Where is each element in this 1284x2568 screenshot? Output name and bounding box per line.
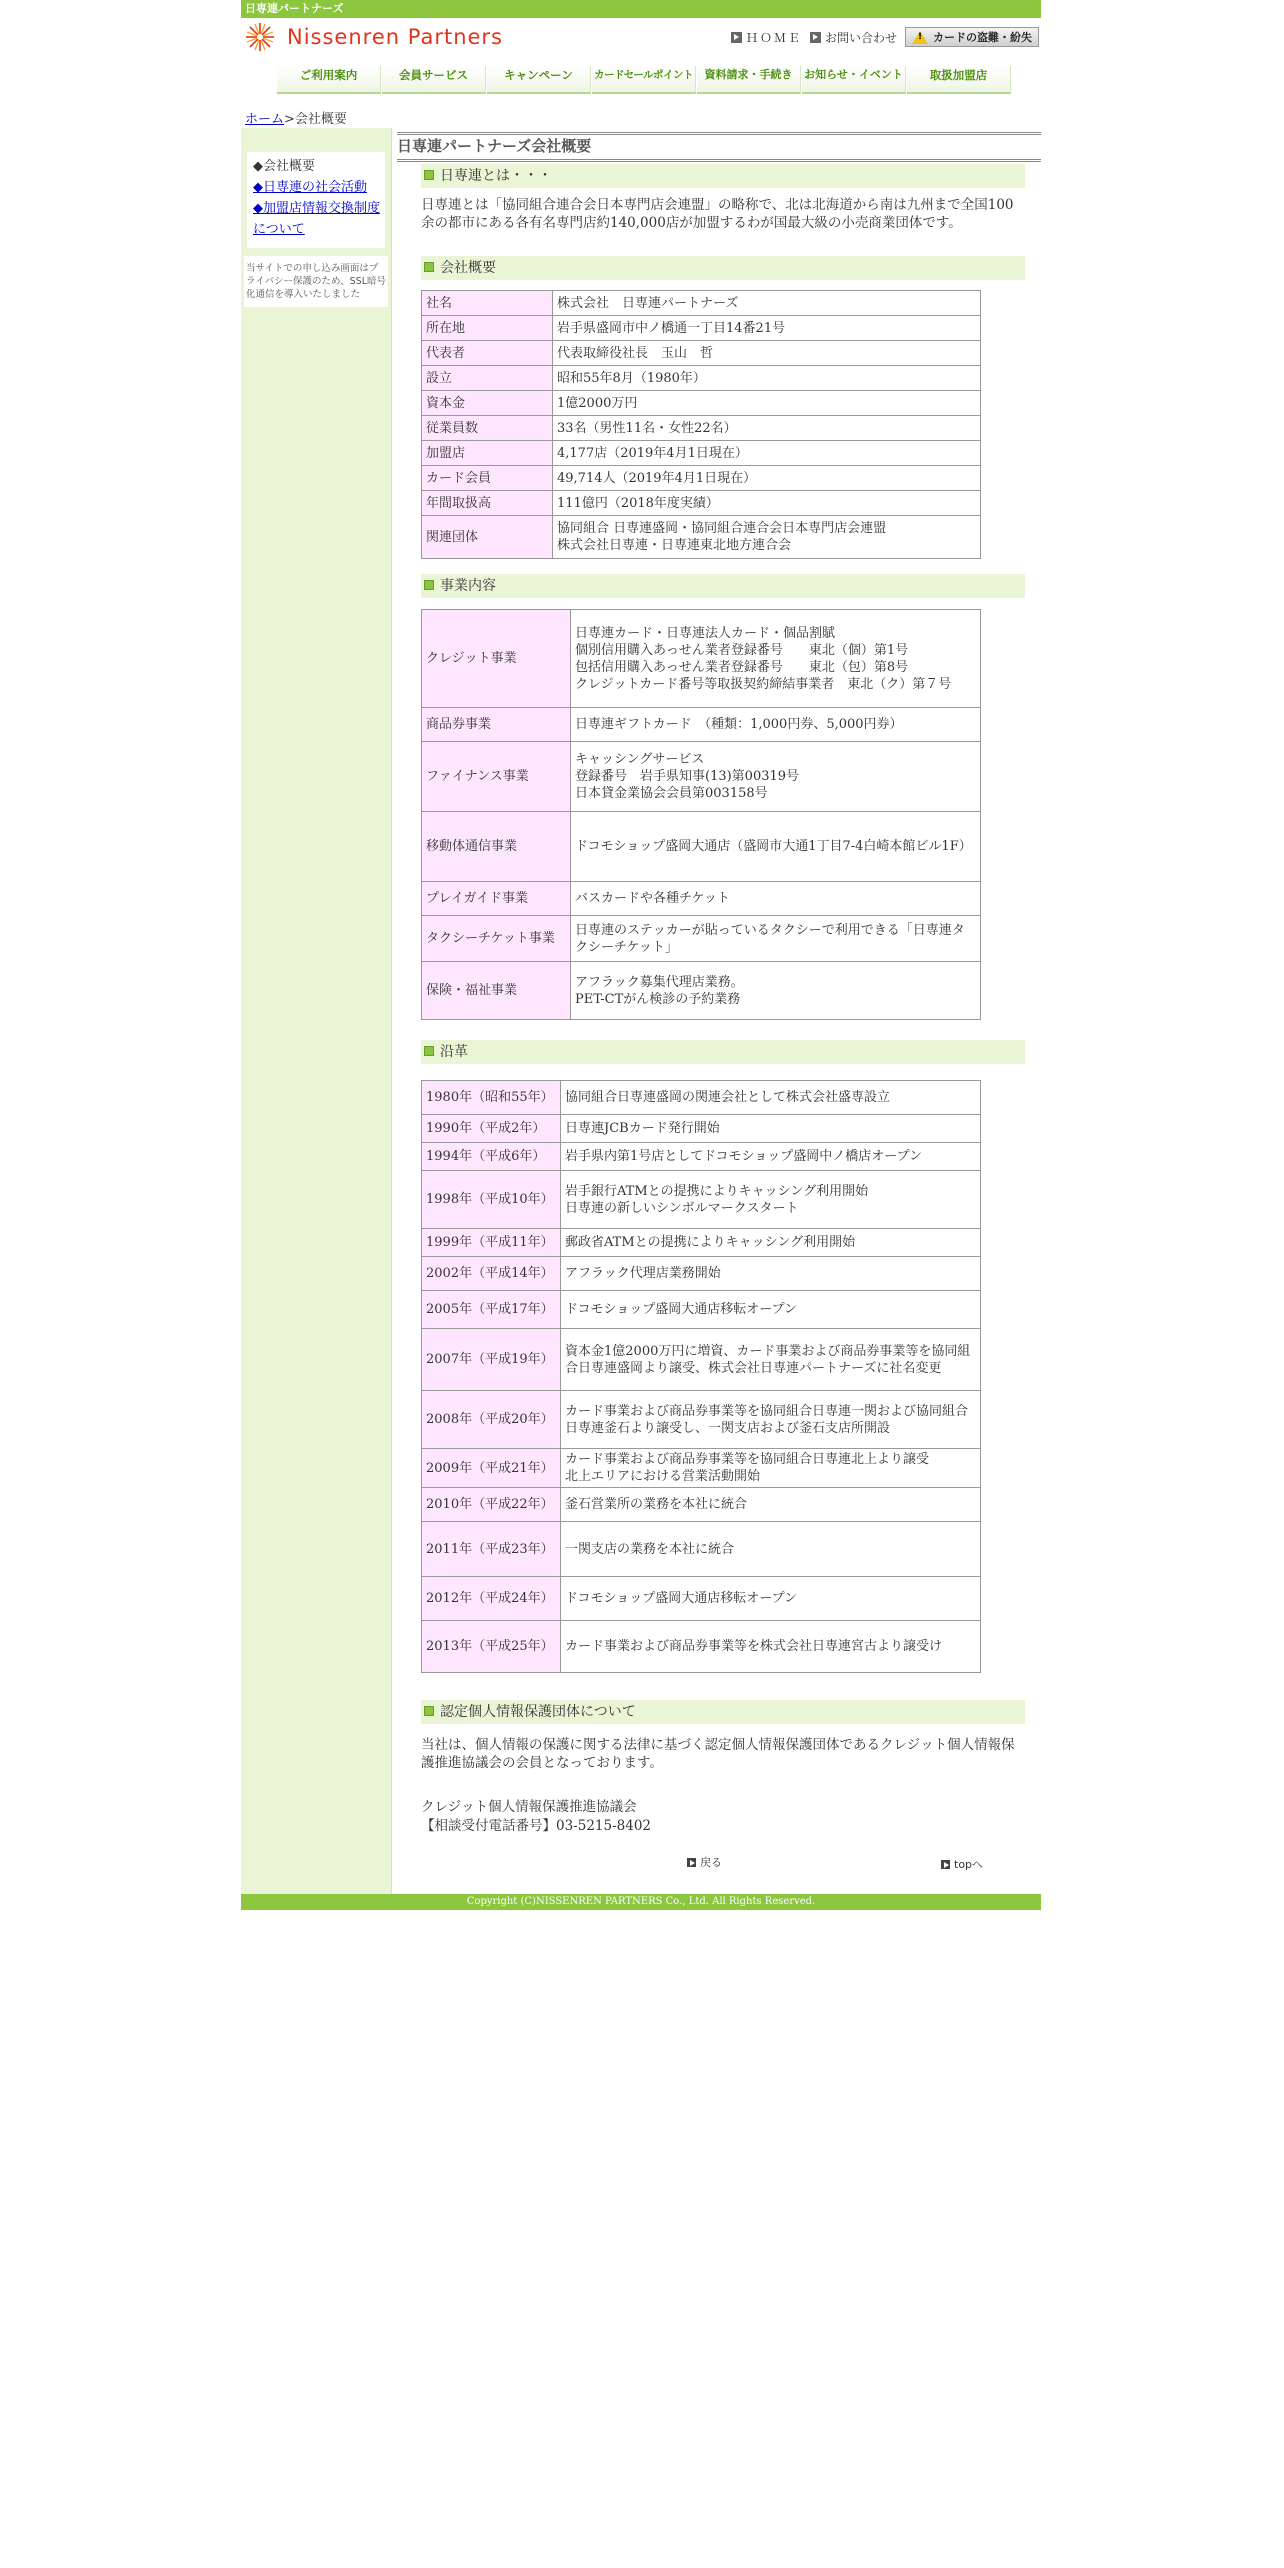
logo-text: Nissenren Partners (287, 25, 503, 49)
table-row (422, 316, 981, 341)
table-key-cell: 設立 (422, 366, 553, 391)
table-row (422, 416, 981, 441)
table-row (422, 1577, 981, 1621)
arrow-icon (687, 1858, 696, 1867)
table-row (422, 742, 981, 812)
table-key-cell: プレイガイド事業 (422, 882, 571, 916)
table-row (422, 916, 981, 962)
top-link[interactable] (941, 1856, 983, 1872)
table-key-cell: 2005年（平成17年） (422, 1291, 561, 1329)
section-privacy-title: 認定個人情報保護団体について (440, 1704, 636, 1720)
section-overview-header (421, 256, 1025, 280)
table-key-cell: 社名 (422, 291, 553, 316)
table-row (422, 1229, 981, 1257)
table-value-cell: 代表取締役社長 玉山 哲 (553, 341, 981, 366)
card-theft-loss-button[interactable] (905, 27, 1039, 47)
bullet-icon (424, 580, 434, 590)
table-key-cell: ファイナンス事業 (422, 742, 571, 812)
nav-member-services[interactable]: 会員サービス (382, 66, 486, 94)
nav-campaign[interactable]: キャンペーン (487, 66, 591, 94)
logo-sunburst-icon (245, 22, 275, 52)
table-value-cell: カード事業および商品券事業等を協同組合日専連北上より譲受 北上エリアにおける営業活動開始 (561, 1449, 981, 1488)
privacy-text: 当社は、個人情報の保護に関する法律に基づく認定個人情報保護団体であるクレジット個人情報保護推進協議会の会員となっております。 (421, 1737, 1015, 1771)
business-table (421, 609, 981, 1020)
card-theft-loss-label: カードの盗難・紛失 (933, 31, 1032, 44)
table-value-cell: 郵政省ATMとの提携によりキャッシング利用開始 (561, 1229, 981, 1257)
arrow-up-icon (941, 1860, 950, 1869)
section-about-title: 日専連とは・・・ (440, 168, 552, 184)
table-value-cell: カード事業および商品券事業等を協同組合日専連一関および協同組合日専連釜石より譲受し、一関支店および釜石支店所開設 (561, 1391, 981, 1449)
table-value-cell: ドコモショップ盛岡大通店移転オープン (561, 1291, 981, 1329)
table-row (422, 1449, 981, 1488)
history-table (421, 1080, 981, 1673)
table-key-cell: タクシーチケット事業 (422, 916, 571, 962)
table-value-cell: 111億円（2018年度実績） (553, 491, 981, 516)
table-value-cell: 一関支店の業務を本社に統合 (561, 1522, 981, 1577)
sidebar-item-company-overview: ◆会社概要 (253, 159, 315, 174)
contact-link-label: お問い合わせ (824, 30, 897, 45)
arrow-icon (731, 32, 742, 43)
table-key-cell: 1999年（平成11年） (422, 1229, 561, 1257)
arrow-icon (810, 32, 821, 43)
table-row (422, 1171, 981, 1229)
bullet-icon (424, 262, 434, 272)
table-key-cell: 所在地 (422, 316, 553, 341)
table-key-cell: 2011年（平成23年） (422, 1522, 561, 1577)
table-key-cell: 年間取扱高 (422, 491, 553, 516)
table-value-cell: 日専連JCBカード発行開始 (561, 1115, 981, 1143)
table-value-cell: 協同組合 日専連盛岡・協同組合連合会日本専門店会連盟 株式会社日専連・日専連東北地方連合会 (553, 516, 981, 559)
table-key-cell: 2010年（平成22年） (422, 1488, 561, 1522)
table-value-cell: 株式会社 日専連パートナーズ (553, 291, 981, 316)
section-overview-title: 会社概要 (440, 260, 496, 276)
section-business-header (421, 574, 1025, 598)
table-row (422, 1522, 981, 1577)
section-history-header (421, 1040, 1025, 1064)
nav-guide[interactable]: ご利用案内 (277, 66, 381, 94)
table-row (422, 1257, 981, 1291)
table-row (422, 491, 981, 516)
breadcrumb-home-link[interactable]: ホーム (245, 112, 285, 127)
bullet-icon (424, 170, 434, 180)
table-row (422, 1143, 981, 1171)
back-link[interactable] (687, 1854, 722, 1870)
table-value-cell: アフラック募集代理店業務。 PET-CTがん検診の予約業務 (571, 962, 981, 1020)
table-row (422, 1488, 981, 1522)
table-key-cell: 関連団体 (422, 516, 553, 559)
table-value-cell: アフラック代理店業務開始 (561, 1257, 981, 1291)
section-privacy-header (421, 1700, 1025, 1724)
table-value-cell: 33名（男性11名・女性22名） (553, 416, 981, 441)
table-key-cell: クレジット事業 (422, 610, 571, 708)
table-value-cell: バスカードや各種チケット (571, 882, 981, 916)
table-row (422, 1081, 981, 1115)
top-link-label: topへ (954, 1858, 984, 1871)
table-row (422, 1115, 981, 1143)
table-key-cell: 2012年（平成24年） (422, 1577, 561, 1621)
table-key-cell: 商品券事業 (422, 708, 571, 742)
table-key-cell: 1980年（昭和55年） (422, 1081, 561, 1115)
contact-link[interactable] (810, 29, 897, 46)
warning-icon (912, 31, 928, 44)
bullet-icon (424, 1046, 434, 1056)
table-value-cell: 協同組合日専連盛岡の関連会社として株式会社盛専設立 (561, 1081, 981, 1115)
nav-card-sale-points[interactable]: カードセールポイント (592, 66, 696, 94)
sidebar-item-social-activities[interactable]: ◆日専連の社会活動 (253, 180, 367, 195)
main-nav (241, 66, 1041, 96)
table-key-cell: 加盟店 (422, 441, 553, 466)
table-key-cell: 1994年（平成6年） (422, 1143, 561, 1171)
ssl-note: 当サイトでの申し込み画面はプライバシー保護のため、SSL暗号化通信を導入いたしました (244, 256, 388, 307)
table-value-cell: ドコモショップ盛岡大通店（盛岡市大通1丁目7-4白崎本館ビル1F） (571, 812, 981, 882)
table-value-cell: ドコモショップ盛岡大通店移転オープン (561, 1577, 981, 1621)
table-key-cell: 資本金 (422, 391, 553, 416)
table-key-cell: 2002年（平成14年） (422, 1257, 561, 1291)
table-row (422, 1621, 981, 1673)
table-row (422, 882, 981, 916)
footer-copyright: Copyright (C)NISSENREN PARTNERS Co., Ltd. All Rights Reserved. (241, 1894, 1041, 1910)
nav-member-stores[interactable]: 取扱加盟店 (907, 66, 1011, 94)
sidebar-menu (247, 152, 385, 248)
header-links (731, 27, 1039, 47)
sidebar-item-info-exchange[interactable]: ◆加盟店情報交換制度について (253, 201, 380, 237)
table-value-cell: キャッシングサービス 登録番号 岩手県知事(13)第00319号 日本貸金業協会会員第003158号 (571, 742, 981, 812)
table-row (422, 341, 981, 366)
section-history-title: 沿革 (440, 1044, 468, 1060)
page-wrapper (241, 0, 1041, 1907)
table-value-cell: 日専連ギフトカード （種類：1,000円券、5,000円券） (571, 708, 981, 742)
table-value-cell: 4,177店（2019年4月1日現在） (553, 441, 981, 466)
table-row (422, 516, 981, 559)
about-text: 日専連とは「協同組合連合会日本専門店会連盟」の略称で、北は北海道から南は九州まで全国100余の都市にある各有名専門店約140,000店が加盟するわが国最大級の小売商業団体です。 (421, 197, 1014, 231)
table-row (422, 610, 981, 708)
header (241, 18, 1041, 60)
table-value-cell: 岩手県内第1号店としてドコモショップ盛岡中ノ橋店オープン (561, 1143, 981, 1171)
table-row (422, 1391, 981, 1449)
table-value-cell: カード事業および商品券事業等を株式会社日専連宮古より譲受け (561, 1621, 981, 1673)
table-row (422, 812, 981, 882)
table-key-cell: 2008年（平成20年） (422, 1391, 561, 1449)
section-business-title: 事業内容 (440, 578, 496, 594)
nav-documents[interactable]: 資料請求・手続き (697, 66, 801, 94)
breadcrumb-current: 会社概要 (294, 112, 347, 127)
back-link-label: 戻る (700, 1856, 722, 1869)
table-row (422, 962, 981, 1020)
top-bar: 日専連パートナーズ (241, 0, 1041, 18)
table-row (422, 366, 981, 391)
table-key-cell: カード会員 (422, 466, 553, 491)
left-sidebar (241, 128, 392, 1908)
logo[interactable] (245, 22, 503, 52)
section-about-header (421, 164, 1025, 188)
table-key-cell: 保険・福祉事業 (422, 962, 571, 1020)
table-key-cell: 従業員数 (422, 416, 553, 441)
table-value-cell: 釜石営業所の業務を本社に統合 (561, 1488, 981, 1522)
table-row (422, 708, 981, 742)
privacy-org: クレジット個人情報保護推進協議会 (421, 1799, 637, 1815)
home-link-label: ＨＯＭＥ (745, 30, 802, 45)
table-row (422, 291, 981, 316)
table-key-cell: 1990年（平成2年） (422, 1115, 561, 1143)
table-value-cell: 日専連のステッカーが貼っているタクシーで利用できる「日専連タクシーチケット」 (571, 916, 981, 962)
table-key-cell: 代表者 (422, 341, 553, 366)
table-value-cell: 岩手県盛岡市中ノ橋通一丁目14番21号 (553, 316, 981, 341)
page-title: 日専連パートナーズ会社概要 (397, 132, 1041, 162)
table-row (422, 466, 981, 491)
table-value-cell: 岩手銀行ATMとの提携によりキャッシング利用開始 日専連の新しいシンボルマークスタート (561, 1171, 981, 1229)
breadcrumb-separator: > (284, 112, 295, 127)
table-key-cell: 2007年（平成19年） (422, 1329, 561, 1391)
home-link[interactable] (731, 29, 802, 46)
nav-news-events[interactable]: お知らせ・イベント (802, 66, 906, 94)
table-row (422, 1329, 981, 1391)
overview-table (421, 290, 981, 559)
table-key-cell: 移動体通信事業 (422, 812, 571, 882)
table-value-cell: 日専連カード・日専連法人カード・個品割賦 個別信用購入あっせん業者登録番号 東北（個）第1号 包括信用購入あっせん業者登録番号 東北（包）第8号 クレジットカード番号等取扱契約締結事業者 東北（ク）第７号 (571, 610, 981, 708)
table-value-cell: 1億2000万円 (553, 391, 981, 416)
table-key-cell: 1998年（平成10年） (422, 1171, 561, 1229)
table-row (422, 1291, 981, 1329)
table-value-cell: 昭和55年8月（1980年） (553, 366, 981, 391)
table-row (422, 391, 981, 416)
table-value-cell: 49,714人（2019年4月1日現在） (553, 466, 981, 491)
table-key-cell: 2013年（平成25年） (422, 1621, 561, 1673)
privacy-tel: 【相談受付電話番号】03-5215-8402 (421, 1818, 652, 1834)
breadcrumb (245, 108, 347, 127)
table-row (422, 441, 981, 466)
table-key-cell: 2009年（平成21年） (422, 1449, 561, 1488)
table-value-cell: 資本金1億2000万円に増資、カード事業および商品券事業等を協同組合日専連盛岡より譲受、株式会社日専連パートナーズに社名変更 (561, 1329, 981, 1391)
bullet-icon (424, 1706, 434, 1716)
